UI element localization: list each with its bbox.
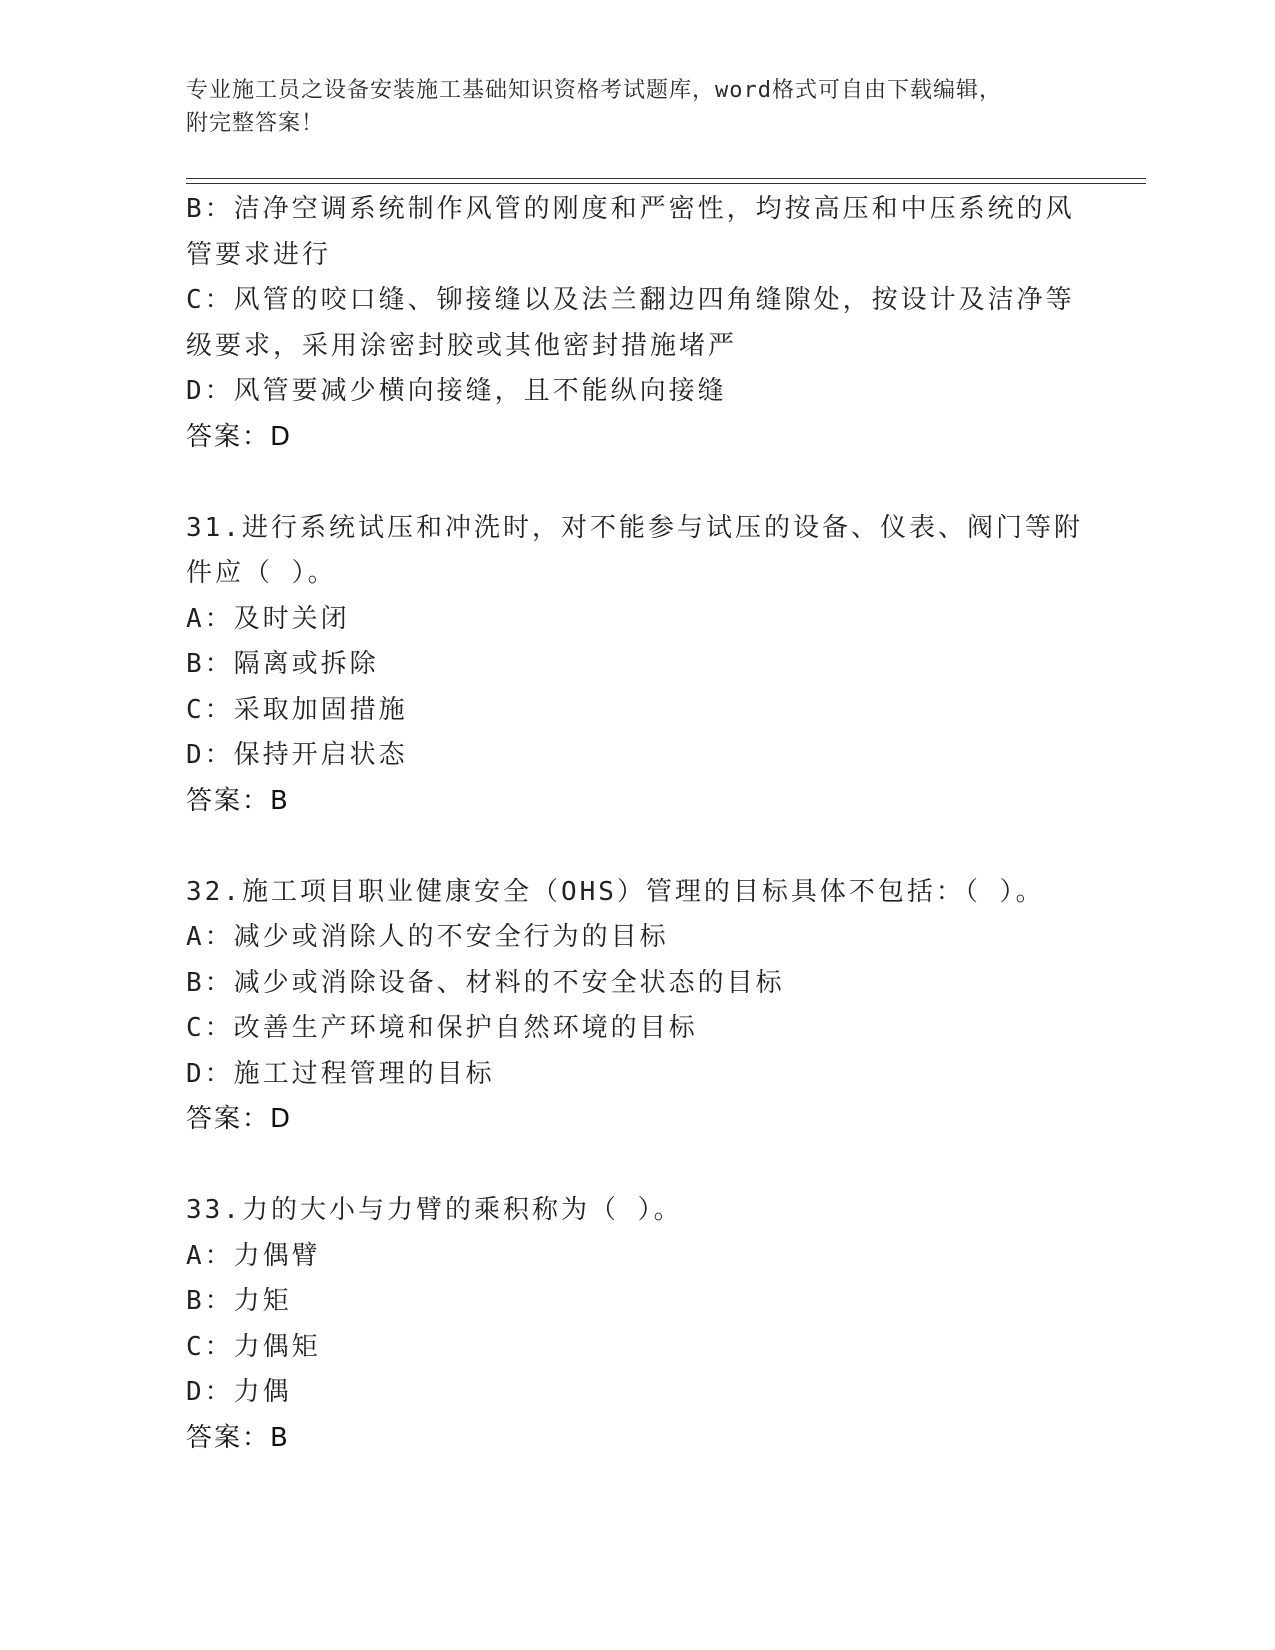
option-b: B：力矩 <box>186 1286 292 1316</box>
header-divider-bottom <box>186 183 1146 184</box>
answer-line: 答案：B <box>186 1422 290 1453</box>
prev-question-block <box>186 187 1086 460</box>
option-line: B：洁净空调系统制作风管的刚度和严密性，均按高压和中压系统的风 <box>186 194 1075 224</box>
option-b: B：减少或消除设备、材料的不安全状态的目标 <box>186 967 785 998</box>
option-a: A：力偶臂 <box>186 1240 321 1271</box>
option-a: A：减少或消除人的不安全行为的目标 <box>186 922 669 952</box>
answer-line: 答案：B <box>186 785 290 816</box>
header-line-2: 附完整答案！ <box>186 111 325 136</box>
header-divider-top <box>186 178 1146 179</box>
option-b: B：隔离或拆除 <box>186 649 379 679</box>
question-33 <box>186 1188 1086 1461</box>
option-line: D：风管要减少横向接缝，且不能纵向接缝 <box>186 376 727 406</box>
option-c: C：改善生产环境和保护自然环境的目标 <box>186 1013 698 1043</box>
option-d: D：保持开启状态 <box>186 740 408 770</box>
question-stem: 32.施工项目职业健康安全（OHS）管理的目标具体不包括：（ ）。 <box>186 876 1045 907</box>
question-32 <box>186 870 1086 1143</box>
spacer <box>186 824 1086 870</box>
answer-line: 答案：D <box>186 421 293 452</box>
option-line: 级要求，采用涂密封胶或其他密封措施堵严 <box>186 330 738 361</box>
option-c: C：采取加固措施 <box>186 694 408 725</box>
header-line-1: 专业施工员之设备安装施工基础知识资格考试题库，word格式可自由下载编辑， <box>186 78 1002 103</box>
option-d: D：力偶 <box>186 1377 292 1407</box>
answer-line: 答案：D <box>186 1104 293 1134</box>
question-stem: 33.力的大小与力臂的乘积称为（ ）。 <box>186 1195 683 1225</box>
question-stem: 件应（ ）。 <box>186 558 337 588</box>
option-a: A：及时关闭 <box>186 603 350 634</box>
spacer <box>186 460 1086 506</box>
option-d: D：施工过程管理的目标 <box>186 1058 495 1089</box>
document-header <box>186 74 1086 140</box>
question-31 <box>186 506 1086 825</box>
option-line: C：风管的咬口缝、铆接缝以及法兰翻边四角缝隙处，按设计及洁净等 <box>186 285 1075 315</box>
option-c: C：力偶矩 <box>186 1331 321 1362</box>
spacer <box>186 1143 1086 1189</box>
question-stem: 31.进行系统试压和冲洗时，对不能参与试压的设备、仪表、阀门等附 <box>186 512 1083 543</box>
option-line: 管要求进行 <box>186 239 332 270</box>
question-list <box>186 187 1086 1461</box>
